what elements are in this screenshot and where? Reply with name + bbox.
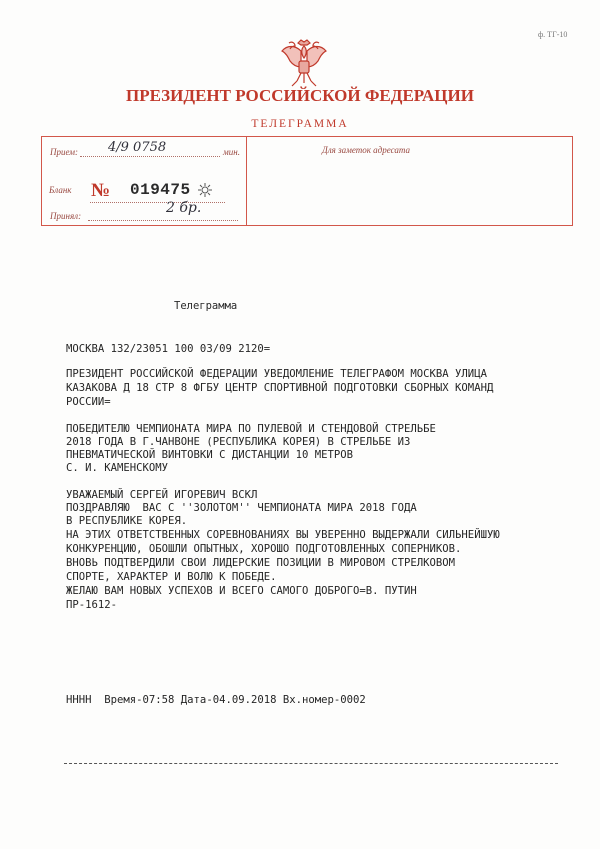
- double-headed-eagle-emblem-icon: [279, 37, 329, 89]
- text-line: ВНОВЬ ПОДТВЕРДИЛИ СВОИ ЛИДЕРСКИЕ ПОЗИЦИИ В МИРОВОМ СТРЕЛКОВОМ: [66, 557, 456, 569]
- text-line: ЖЕЛАЮ ВАМ НОВЫХ УСПЕХОВ И ВСЕГО САМОГО ДОБРОГО=В. ПУТИН: [66, 585, 417, 597]
- text-line: ПОБЕДИТЕЛЮ ЧЕМПИОНАТА МИРА ПО ПУЛЕВОЙ И СТЕНДОВОЙ СТРЕЛЬБЕ: [66, 423, 436, 435]
- notes-label: Для заметок адресата: [322, 145, 410, 155]
- accepted-label: Принял:: [50, 211, 82, 221]
- serial-number: 019475: [130, 181, 191, 199]
- text-line: УВАЖАЕМЫЙ СЕРГЕЙ ИГОРЕВИЧ ВСКЛ: [66, 489, 258, 501]
- dashed-divider: [64, 763, 558, 764]
- text-line: НА ЭТИХ ОТВЕТСТВЕННЫХ СОРЕВНОВАНИЯХ ВЫ УВЕРЕННО ВЫДЕРЖАЛИ СИЛЬНЕЙШУЮ: [66, 529, 500, 541]
- text-line: ПОЗДРАВЛЯЮ ВАС С ''ЗОЛОТОМ'' ЧЕМПИОНАТА МИРА 2018 ГОДА: [66, 502, 417, 514]
- blank-label: Бланк: [49, 185, 72, 195]
- number-sign: №: [91, 180, 111, 201]
- text-line: ПНЕВМАТИЧЕСКОЙ ВИНТОВКИ С ДИСТАНЦИИ 10 МЕТРОВ: [66, 449, 354, 461]
- header-subtitle: ТЕЛЕГРАММА: [251, 118, 349, 130]
- received-label: Прием:: [50, 147, 79, 157]
- received-value: 4/9 0758: [108, 140, 167, 155]
- received-line: [80, 156, 220, 157]
- form-code: ф. ТГ-10: [538, 30, 568, 39]
- text-line: МОСКВА 132/23051 100 03/09 2120=: [66, 343, 271, 355]
- text-line: КАЗАКОВА Д 18 СТР 8 ФГБУ ЦЕНТР СПОРТИВНОЙ ПОДГОТОВКИ СБОРНЫХ КОМАНД: [66, 382, 494, 394]
- text-line: СПОРТЕ, ХАРАКТЕР И ВОЛЮ К ПОБЕДЕ.: [66, 571, 277, 583]
- asterisk-stamp-icon: [198, 183, 212, 197]
- text-line: КОНКУРЕНЦИЮ, ОБОШЛИ ОПЫТНЫХ, ХОРОШО ПОДГОТОВЛЕННЫХ СОПЕРНИКОВ.: [66, 543, 462, 555]
- serial-line: [90, 202, 225, 203]
- minutes-label: мин.: [223, 147, 240, 157]
- text-line: ПР-1612-: [66, 599, 118, 611]
- accepted-line: [88, 220, 238, 221]
- header-title: ПРЕЗИДЕНТ РОССИЙСКОЙ ФЕДЕРАЦИИ: [126, 86, 474, 105]
- text-line: В РЕСПУБЛИКЕ КОРЕЯ.: [66, 515, 188, 527]
- text-line: С. И. КАМЕНСКОМУ: [66, 462, 169, 474]
- telegram-body-title: Телеграмма: [174, 300, 238, 312]
- text-line: 2018 ГОДА В Г.ЧАНВОНЕ (РЕСПУБЛИКА КОРЕЯ) В СТРЕЛЬБЕ ИЗ: [66, 436, 411, 448]
- text-line: ПРЕЗИДЕНТ РОССИЙСКОЙ ФЕДЕРАЦИИ УВЕДОМЛЕНИЕ ТЕЛЕГРАФОМ МОСКВА УЛИЦА: [66, 368, 487, 380]
- text-line: РОССИИ=: [66, 396, 111, 408]
- accepted-value: 2 бр.: [166, 200, 202, 216]
- footer-line: НННН Время-07:58 Дата-04.09.2018 Вх.номер-0002: [66, 694, 366, 706]
